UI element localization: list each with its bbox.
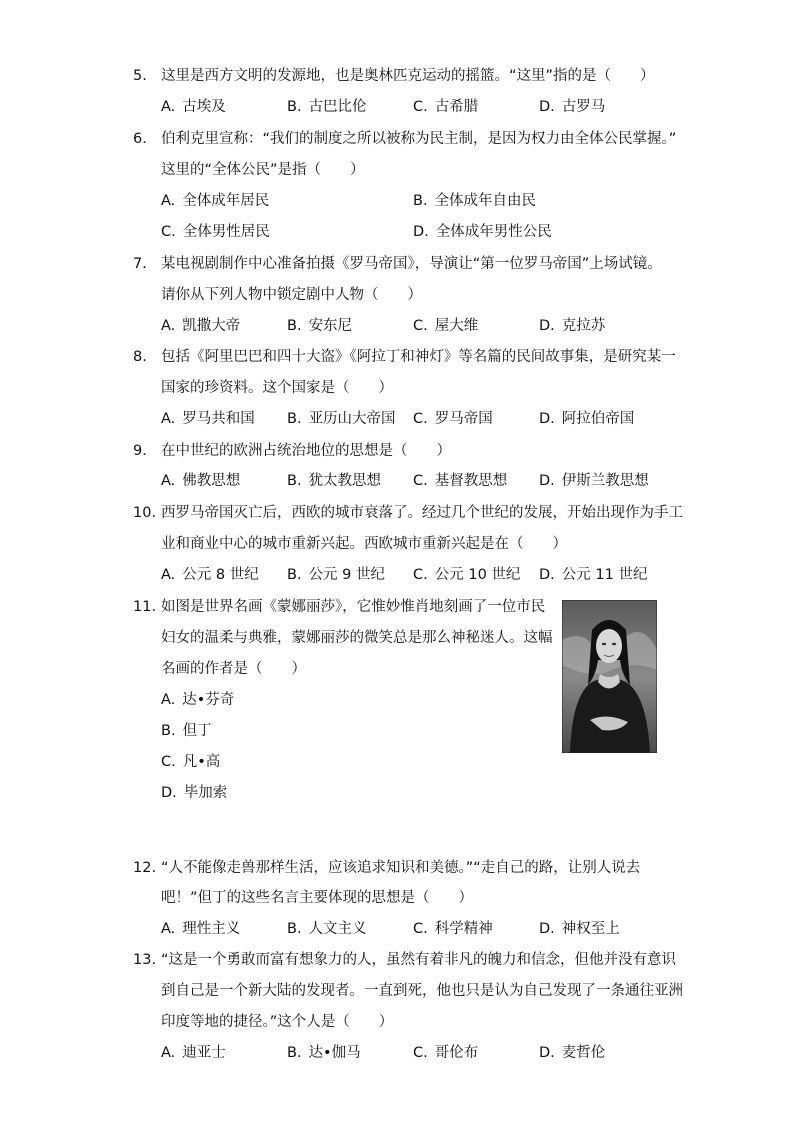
- question-text: 伯利克里宣称：“我们的制度之所以被称为民主制，是因为权力由全体公民掌握。”: [161, 131, 677, 147]
- option-b[interactable]: B. 亚历山大帝国: [287, 411, 396, 427]
- option-c[interactable]: C. 哥伦布: [413, 1045, 479, 1061]
- question-number: 13.: [133, 952, 157, 968]
- option-d[interactable]: D. 麦哲伦: [539, 1045, 606, 1061]
- option-b[interactable]: B. 公元 9 世纪: [287, 567, 386, 583]
- question-text: 业和商业中心的城市重新兴起。西欧城市重新兴起是在（ ）: [161, 536, 567, 552]
- option-c[interactable]: C. 全体男性居民: [161, 224, 270, 240]
- question-text: “这是一个勇敢而富有想象力的人，虽然有着非凡的魄力和信念，但他并没有意识: [161, 952, 677, 968]
- question-number: 5.: [133, 68, 147, 84]
- option-b[interactable]: B. 犹太教思想: [287, 473, 382, 489]
- option-a[interactable]: A. 公元 8 世纪: [161, 567, 259, 583]
- option-a[interactable]: A. 理性主义: [161, 921, 241, 937]
- question-text: 吧！”但丁的这些名言主要体现的思想是（ ）: [161, 890, 474, 906]
- option-b[interactable]: B. 达•伽马: [287, 1045, 361, 1061]
- question-text: 印度等地的捷径。”这个人是（ ）: [161, 1014, 394, 1030]
- option-a[interactable]: A. 罗马共和国: [161, 411, 255, 427]
- option-d[interactable]: D. 克拉苏: [539, 318, 606, 334]
- question-number: 6.: [133, 131, 147, 147]
- question-number: 7.: [133, 256, 147, 272]
- question-text: 如图是世界名画《蒙娜丽莎》，它惟妙惟肖地刻画了一位市民: [161, 599, 546, 615]
- option-a[interactable]: A. 达•芬奇: [161, 692, 235, 708]
- option-d[interactable]: D. 伊斯兰教思想: [539, 473, 649, 489]
- mona-lisa-painting: [562, 600, 657, 753]
- question-text: 某电视剧制作中心准备拍摄《罗马帝国》，导演让“第一位罗马帝国”上场试镜。: [161, 256, 662, 272]
- option-b[interactable]: B. 全体成年自由民: [413, 193, 537, 209]
- option-c[interactable]: C. 基督教思想: [413, 473, 508, 489]
- option-c[interactable]: C. 古希腊: [413, 99, 479, 115]
- option-c[interactable]: C. 科学精神: [413, 921, 493, 937]
- question-number: 8.: [133, 349, 147, 365]
- option-d[interactable]: D. 神权至上: [539, 921, 620, 937]
- question-number: 9.: [133, 443, 147, 459]
- question-text: 这里的“全体公民”是指（ ）: [161, 162, 365, 178]
- question-text: 妇女的温柔与典雅，蒙娜丽莎的微笑总是那么神秘迷人。这幅: [161, 630, 553, 646]
- question-text: 到自己是一个新大陆的发现者。一直到死，他也只是认为自己发现了一条通往亚洲: [161, 983, 683, 999]
- option-b[interactable]: B. 但丁: [161, 723, 212, 739]
- option-a[interactable]: A. 全体成年居民: [161, 193, 270, 209]
- question-number: 11.: [133, 599, 157, 615]
- option-c[interactable]: C. 屋大维: [413, 318, 479, 334]
- option-a[interactable]: A. 凯撒大帝: [161, 318, 241, 334]
- question-text: 包括《阿里巴巴和四十大盗》《阿拉丁和神灯》等名篇的民间故事集，是研究某一: [161, 349, 676, 365]
- option-a[interactable]: A. 古埃及: [161, 99, 226, 115]
- option-a[interactable]: A. 佛教思想: [161, 473, 241, 489]
- option-c[interactable]: C. 凡•高: [161, 754, 221, 770]
- question-text: “人不能像走兽那样生活，应该追求知识和美德。”“走自己的路，让别人说去: [161, 860, 641, 876]
- question-text: 西罗马帝国灭亡后，西欧的城市衰落了。经过几个世纪的发展，开始出现作为手工: [161, 505, 683, 521]
- question-number: 10.: [133, 505, 157, 521]
- question-text: 在中世纪的欧洲占统治地位的思想是（ ）: [161, 443, 451, 459]
- option-d[interactable]: D. 毕加索: [161, 785, 228, 801]
- option-b[interactable]: B. 人文主义: [287, 921, 367, 937]
- option-c[interactable]: C. 公元 10 世纪: [413, 567, 521, 583]
- question-number: 12.: [133, 860, 157, 876]
- option-b[interactable]: B. 古巴比伦: [287, 99, 367, 115]
- option-a[interactable]: A. 迪亚士: [161, 1045, 226, 1061]
- option-d[interactable]: D. 公元 11 世纪: [539, 567, 648, 583]
- option-d[interactable]: D. 阿拉伯帝国: [539, 411, 635, 427]
- question-text: 国家的珍资料。这个国家是（ ）: [161, 380, 393, 396]
- question-text: 请你从下列人物中锁定剧中人物（ ）: [161, 287, 422, 303]
- option-b[interactable]: B. 安东尼: [287, 318, 353, 334]
- question-text: 这里是西方文明的发源地，也是奥林匹克运动的摇篮。“这里”指的是（ ）: [161, 68, 655, 84]
- question-text: 名画的作者是（ ）: [161, 661, 306, 677]
- option-d[interactable]: D. 古罗马: [539, 99, 606, 115]
- option-d[interactable]: D. 全体成年男性公民: [413, 224, 552, 240]
- option-c[interactable]: C. 罗马帝国: [413, 411, 493, 427]
